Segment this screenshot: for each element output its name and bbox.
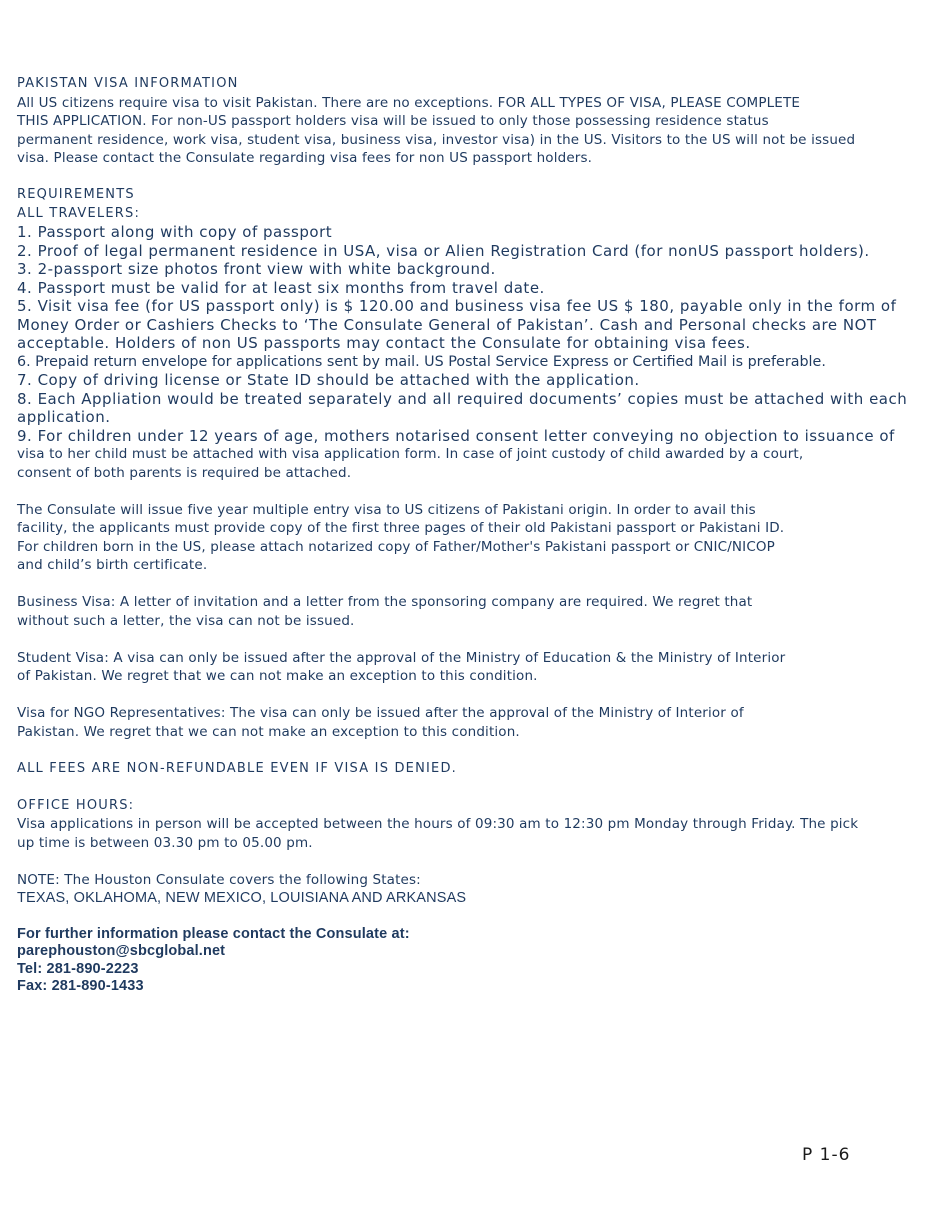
requirement-item: visa to her child must be attached with visa application form. In case of joint custody of child awarded by a court, bbox=[17, 446, 804, 462]
intro-title: PAKISTAN VISA INFORMATION bbox=[17, 76, 239, 91]
covered-states: TEXAS, OKLAHOMA, NEW MEXICO, LOUISIANA AND ARKANSAS bbox=[17, 890, 467, 906]
office-hours-title: OFFICE HOURS: bbox=[17, 797, 135, 813]
spacer bbox=[17, 907, 942, 926]
intro-line: permanent residence, work visa, student visa, business visa, investor visa) in the US. Visitors to the US will not be issued bbox=[17, 131, 856, 148]
student-visa-section bbox=[17, 649, 942, 686]
requirement-item: 7. Copy of driving license or State ID should be attached with the application. bbox=[17, 371, 640, 389]
requirement-item: 9. For children under 12 years of age, mothers notarised consent letter conveying no objection to issuance of bbox=[17, 426, 895, 445]
intro-section bbox=[17, 75, 942, 168]
five-year-line: The Consulate will issue five year multiple entry visa to US citizens of Pakistani origin. In order to avail this bbox=[17, 501, 756, 518]
requirements-section bbox=[17, 186, 942, 482]
ngo-visa-section bbox=[17, 704, 942, 741]
five-year-visa-section bbox=[17, 501, 942, 575]
requirement-item: application. bbox=[17, 408, 111, 426]
requirements-title: REQUIREMENTS bbox=[17, 187, 135, 202]
intro-line: All US citizens require visa to visit Pakistan. There are no exceptions. FOR ALL TYPES OF VISA, PLEASE COMPLETE bbox=[17, 94, 801, 111]
spacer bbox=[17, 741, 942, 760]
ngo-visa-line: Pakistan. We regret that we can not make an exception to this condition. bbox=[17, 723, 520, 740]
student-visa-line: of Pakistan. We regret that we can not make an exception to this condition. bbox=[17, 668, 538, 684]
contact-section bbox=[17, 926, 942, 996]
spacer bbox=[17, 168, 942, 187]
spacer bbox=[17, 575, 942, 594]
requirement-item: consent of both parents is required be attached. bbox=[17, 464, 352, 481]
requirement-item: 2. Proof of legal permanent residence in USA, visa or Alien Registration Card (for nonUS passport holders). bbox=[17, 241, 870, 260]
fees-notice: ALL FEES ARE NON-REFUNDABLE EVEN IF VISA IS DENIED. bbox=[17, 760, 458, 776]
spacer bbox=[17, 778, 942, 797]
contact-heading: For further information please contact the Consulate at: bbox=[17, 925, 410, 942]
contact-fax: Fax: 281-890-1433 bbox=[17, 978, 144, 994]
requirement-item: Money Order or Cashiers Checks to ‘The Consulate General of Pakistan’. Cash and Personal checks are NOT bbox=[17, 315, 877, 334]
ngo-visa-line: Visa for NGO Representatives: The visa can only be issued after the approval of the Ministry of Interior of bbox=[17, 705, 744, 721]
contact-tel: Tel: 281-890-2223 bbox=[17, 960, 139, 977]
office-hours-line: Visa applications in person will be accepted between the hours of 09:30 am to 12:30 pm Monday through Friday. The pick bbox=[17, 816, 859, 832]
spacer bbox=[17, 686, 942, 705]
requirements-subtitle: ALL TRAVELERS: bbox=[17, 205, 141, 221]
student-visa-line: Student Visa: A visa can only be issued after the approval of the Ministry of Education & the Ministry of Interior bbox=[17, 649, 786, 666]
requirement-item: acceptable. Holders of non US passports may contact the Consulate for obtaining visa fees. bbox=[17, 334, 751, 352]
spacer bbox=[17, 852, 942, 871]
contact-email: parephouston@sbcglobal.net bbox=[17, 943, 226, 959]
five-year-line: facility, the applicants must provide copy of the first three pages of their old Pakistani passport or Pakistani ID. bbox=[17, 520, 785, 536]
requirement-item: 6. Prepaid return envelope for applications sent by mail. US Postal Service Express or Certified Mail is preferable. bbox=[17, 353, 826, 370]
spacer bbox=[17, 482, 942, 501]
business-visa-line: Business Visa: A letter of invitation and a letter from the sponsoring company are required. We regret that bbox=[17, 594, 753, 610]
requirement-item: 3. 2-passport size photos front view with white background. bbox=[17, 260, 496, 278]
requirement-item: 8. Each Appliation would be treated separately and all required documents’ copies must be attached with each bbox=[17, 389, 908, 408]
five-year-line: and child’s birth certificate. bbox=[17, 557, 208, 573]
requirement-item: 4. Passport must be valid for at least six months from travel date. bbox=[17, 278, 545, 297]
business-visa-section bbox=[17, 593, 942, 630]
five-year-line: For children born in the US, please attach notarized copy of Father/Mother's Pakistani passport or CNIC/NICOP bbox=[17, 538, 775, 555]
requirement-item: 1. Passport along with copy of passport bbox=[17, 223, 333, 241]
note-title: NOTE: The Houston Consulate covers the following States: bbox=[17, 871, 421, 888]
spacer bbox=[17, 630, 942, 649]
business-visa-line: without such a letter, the visa can not be issued. bbox=[17, 612, 355, 629]
office-hours-section bbox=[17, 797, 942, 853]
document-page bbox=[17, 75, 942, 996]
page-number: P 1-6 bbox=[802, 1145, 851, 1165]
note-section bbox=[17, 871, 942, 908]
intro-line: THIS APPLICATION. For non-US passport holders visa will be issued to only those possessing residence status bbox=[17, 113, 769, 129]
office-hours-line: up time is between 03.30 pm to 05.00 pm. bbox=[17, 834, 313, 851]
requirement-item: 5. Visit visa fee (for US passport only) is $ 120.00 and business visa fee US $ 180, payable only in the form of bbox=[17, 297, 897, 315]
intro-line: visa. Please contact the Consulate regarding visa fees for non US passport holders. bbox=[17, 150, 593, 166]
